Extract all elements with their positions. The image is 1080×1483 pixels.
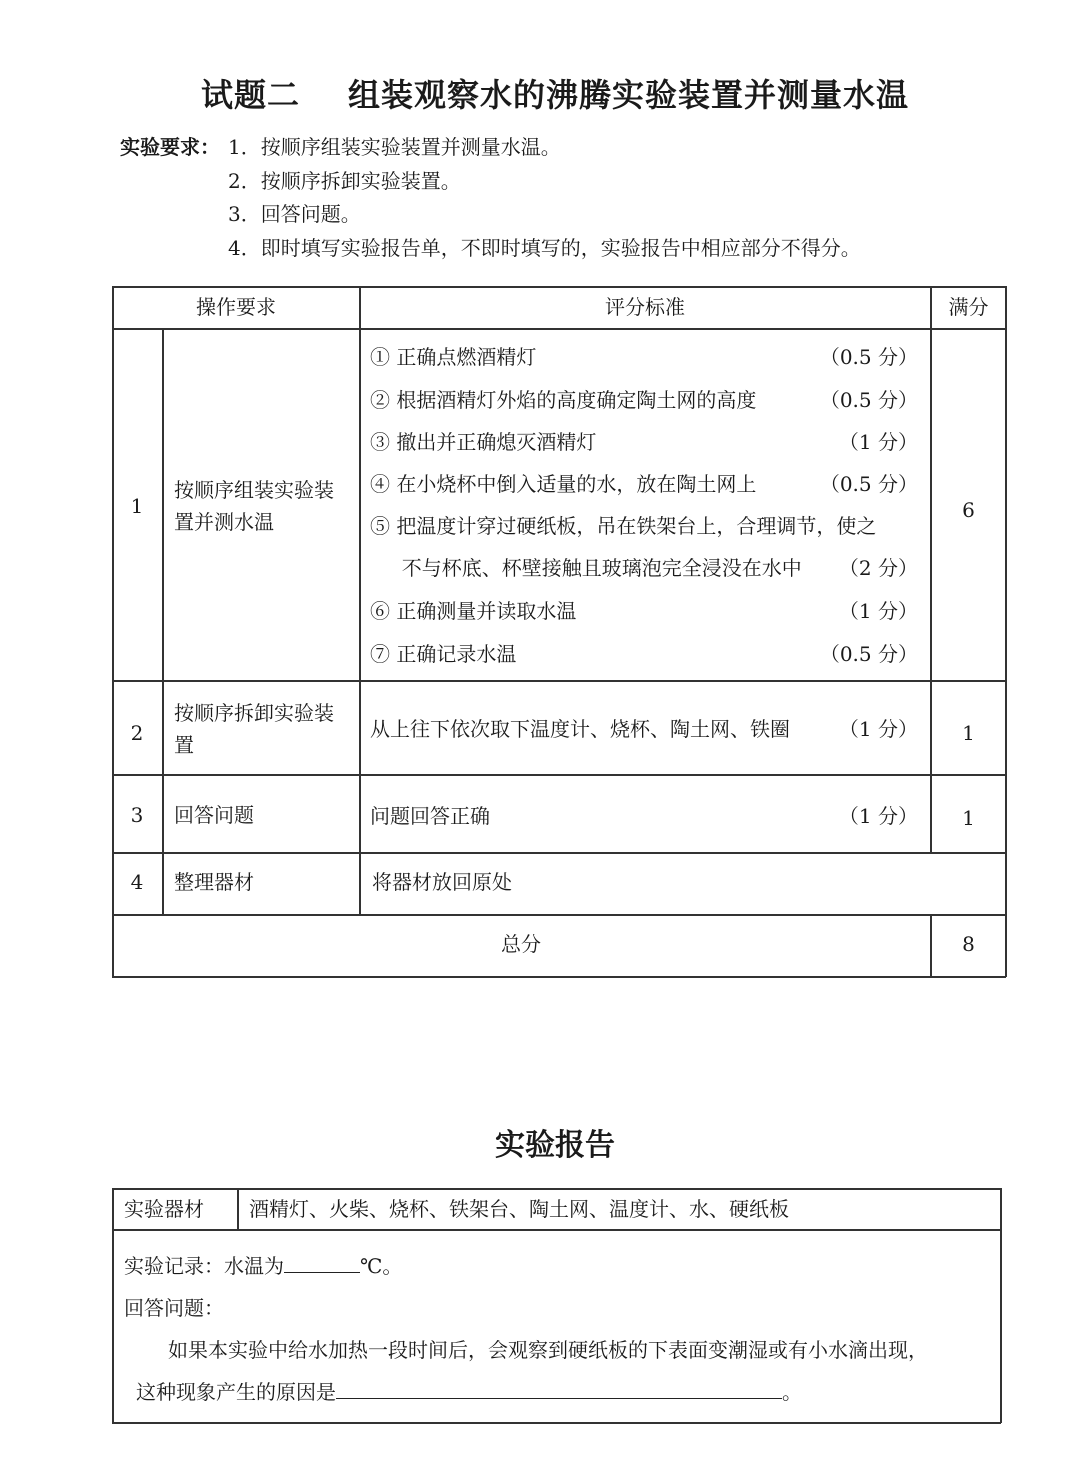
row-score: 1 — [962, 721, 975, 745]
criteria-points: （1 分） — [838, 717, 918, 741]
row-operation-line: 按顺序组装实验装 — [174, 478, 334, 502]
record-suffix: ℃。 — [360, 1254, 403, 1278]
reason-answer-blank[interactable] — [336, 1376, 782, 1399]
table-row-divider — [112, 774, 1006, 776]
question-prefix: 这种现象产生的原因是 — [136, 1380, 336, 1404]
criteria-text: ② 根据酒精灯外焰的高度确定陶土网的高度 — [370, 388, 757, 412]
criteria-text: ⑥ 正确测量并读取水温 — [370, 599, 577, 623]
total-label: 总分 — [501, 932, 541, 956]
record-prefix: 实验记录：水温为 — [124, 1254, 284, 1278]
requirement-item: 2．按顺序拆卸实验装置。 — [228, 169, 461, 193]
table-col-divider — [930, 286, 932, 853]
equipment-label: 实验器材 — [124, 1197, 204, 1221]
record-line — [124, 1250, 402, 1282]
criteria-text: 将器材放回原处 — [372, 870, 512, 894]
row-operation-line: 按顺序拆卸实验装 — [174, 701, 334, 725]
criteria-text: ④ 在小烧杯中倒入适量的水，放在陶土网上 — [370, 472, 757, 496]
criteria-item — [370, 638, 918, 670]
report-row-divider — [112, 1229, 1001, 1231]
row-number: 4 — [130, 870, 144, 894]
criteria-points: （1 分） — [838, 599, 918, 623]
requirements-label: 实验要求： — [120, 135, 220, 159]
requirement-item: 4．即时填写实验报告单，不即时填写的，实验报告中相应部分不得分。 — [228, 236, 861, 260]
report-border-right — [1000, 1188, 1002, 1423]
criteria-text: 从上往下依次取下温度计、烧杯、陶土网、铁圈 — [370, 717, 790, 741]
table-border-bottom — [112, 976, 1006, 978]
criteria-item — [370, 595, 918, 627]
criteria-item — [370, 800, 918, 832]
criteria-item — [370, 510, 918, 542]
requirement-item: 1．按顺序组装实验装置并测量水温。 — [228, 135, 561, 159]
question-title: 组装观察水的沸腾实验装置并测量水温 — [348, 76, 910, 114]
criteria-item — [370, 552, 918, 584]
question-answer-line — [136, 1376, 802, 1408]
row-score: 1 — [962, 806, 975, 830]
header-operation: 操作要求 — [196, 295, 276, 319]
criteria-points: （0.5 分） — [819, 472, 918, 496]
question-text: 如果本实验中给水加热一段时间后，会观察到硬纸板的下表面变潮湿或有小水滴出现， — [168, 1338, 928, 1362]
report-border-left — [112, 1188, 114, 1423]
question-label: 回答问题： — [124, 1296, 224, 1320]
row-score: 6 — [962, 498, 975, 522]
row-number: 2 — [130, 721, 144, 745]
criteria-points: （1 分） — [838, 430, 918, 454]
criteria-points: （0.5 分） — [819, 388, 918, 412]
criteria-item — [370, 341, 918, 373]
criteria-text: ⑤ 把温度计穿过硬纸板，吊在铁架台上，合理调节，使之 — [370, 514, 877, 538]
row-operation: 回答问题 — [174, 803, 254, 827]
criteria-points: （2 分） — [838, 556, 918, 580]
report-title: 实验报告 — [495, 1128, 615, 1163]
criteria-text: ① 正确点燃酒精灯 — [370, 345, 537, 369]
requirement-item: 3．回答问题。 — [228, 202, 361, 226]
criteria-text: ⑦ 正确记录水温 — [370, 642, 517, 666]
criteria-text: ③ 撤出并正确熄灭酒精灯 — [370, 430, 597, 454]
table-header-divider — [112, 328, 1006, 330]
table-row-divider — [112, 680, 1006, 682]
table-col-divider — [359, 286, 361, 915]
criteria-item — [370, 384, 918, 416]
report-border-top — [112, 1188, 1001, 1190]
criteria-text: 不与杯底、杯壁接触且玻璃泡完全浸没在水中 — [370, 556, 802, 580]
table-row-divider — [112, 914, 1006, 916]
table-border-top — [112, 286, 1006, 288]
row-number: 1 — [130, 494, 144, 518]
criteria-points: （0.5 分） — [819, 642, 918, 666]
row-operation: 整理器材 — [174, 870, 254, 894]
row-operation-line: 置并测水温 — [174, 510, 274, 534]
criteria-points: （1 分） — [838, 804, 918, 828]
row-number: 3 — [130, 803, 144, 827]
header-criteria: 评分标准 — [605, 295, 685, 319]
table-col-divider — [162, 328, 164, 915]
criteria-points: （0.5 分） — [819, 345, 918, 369]
table-border-right — [1005, 286, 1007, 977]
row-operation-line: 置 — [174, 733, 194, 757]
criteria-item — [370, 426, 918, 458]
total-score: 8 — [962, 932, 975, 956]
page-title — [0, 70, 1080, 116]
water-temp-blank[interactable] — [284, 1250, 360, 1273]
question-suffix: 。 — [782, 1380, 802, 1404]
equipment-value: 酒精灯、火柴、烧杯、铁架台、陶土网、温度计、水、硬纸板 — [249, 1197, 789, 1221]
header-score: 满分 — [948, 295, 989, 319]
table-row-divider — [112, 852, 1006, 854]
report-border-bottom — [112, 1422, 1001, 1424]
criteria-item — [370, 468, 918, 500]
criteria-item — [370, 713, 918, 745]
criteria-text: 问题回答正确 — [370, 804, 490, 828]
report-col-divider — [237, 1188, 239, 1230]
question-number: 试题二 — [200, 76, 300, 114]
